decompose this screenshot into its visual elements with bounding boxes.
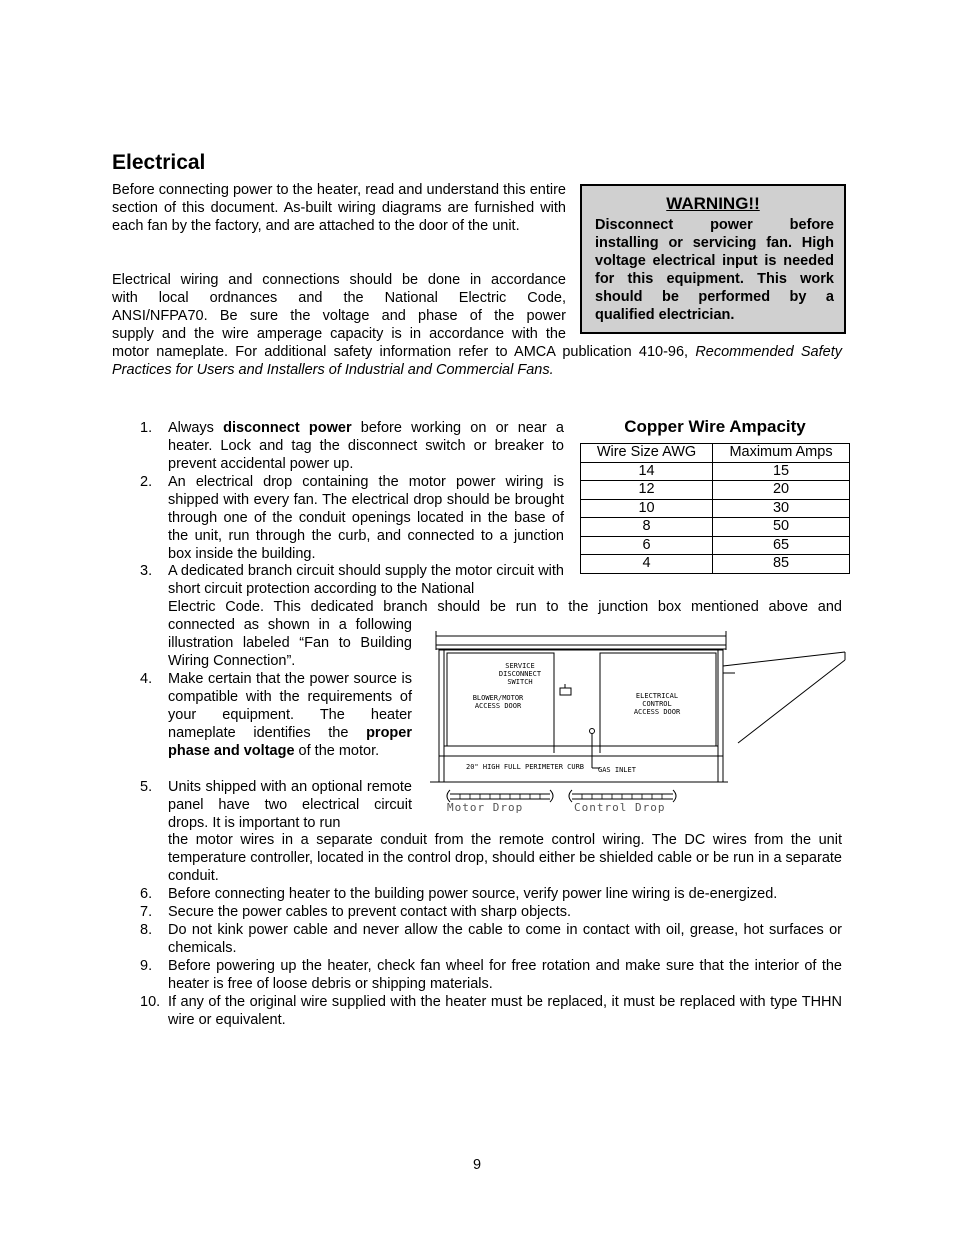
list-item-3-b: Electric Code. This dedicated branch should be run to the junction box mentioned above and — [168, 599, 842, 615]
intro-paragraph-2 — [112, 271, 566, 343]
table-header-wire-size: Wire Size AWG — [581, 444, 713, 463]
warning-title: WARNING!! — [666, 194, 760, 213]
list-item-7: Secure the power cables to prevent contact with sharp objects. — [168, 904, 571, 920]
list-item-6: Before connecting heater to the building power source, verify power line wiring is de-energized. — [168, 886, 778, 902]
list-number: 3. — [140, 563, 153, 579]
item-1-post: before working on or near a heater. Lock and tag the disconnect switch or breaker to prevent accidental power up. — [168, 420, 564, 472]
list-item-10: If any of the original wire supplied with the heater must be replaced, it must be replaced with type THHN wire or equivalent. — [168, 994, 842, 1028]
elec-door-label-1: ELECTRICAL — [635, 692, 679, 700]
table-cell: 4 — [581, 555, 713, 574]
item-4-post: of the motor. — [294, 743, 380, 759]
table-row — [581, 462, 850, 481]
table-cell: 12 — [581, 481, 713, 500]
section-title: Electrical — [112, 151, 206, 174]
control-drop-label: Control Drop — [574, 801, 666, 814]
warning-text: Disconnect power before installing or servicing fan. High voltage electrical input is needed for this equipment. This work should be performed by a qualified electrician. — [595, 217, 834, 323]
intro-p2-line-2: with local ordnances and the National Electric Code, — [112, 290, 566, 306]
list-item-2: An electrical drop containing the motor power wiring is shipped with every fan. The electrical drop should be brought through one of the conduit openings located in the base of the unit, run through the curb, and connected to a junction box inside the building. — [168, 474, 564, 562]
curb-label: 20" HIGH FULL PERIMETER CURB — [466, 763, 585, 771]
intro-p2-tail: motor nameplate. For additional safety information refer to AMCA publication 410-96, — [112, 344, 689, 360]
fan-wiring-diagram — [430, 628, 850, 818]
list-item-3-a: A dedicated branch circuit should supply the motor circuit with short circuit protection according to the National — [168, 563, 564, 597]
list-item-4 — [168, 670, 412, 760]
ampacity-table — [580, 443, 850, 574]
table-cell: 14 — [581, 462, 713, 481]
table-cell: 50 — [713, 518, 850, 537]
elec-door-label-2: CONTROL — [642, 700, 672, 708]
service-switch-label-3: SWITCH — [507, 678, 533, 686]
list-number: 4. — [140, 671, 153, 687]
page-number: 9 — [472, 1157, 482, 1173]
list-number: 7. — [140, 904, 153, 920]
table-cell: 65 — [713, 536, 850, 555]
table-cell: 8 — [581, 518, 713, 537]
table-row — [581, 481, 850, 500]
list-item-3-c: connected as shown in a following illustration labeled “Fan to Building Wiring Connection”. — [168, 617, 412, 669]
list-item-9: Before powering up the heater, check fan wheel for free rotation and make sure that the interior of the heater is free of loose debris or shipping materials. — [168, 958, 842, 992]
table-title: Copper Wire Ampacity — [624, 417, 806, 436]
intro-p2-line-1: Electrical wiring and connections should be done in accordance — [112, 272, 566, 288]
table-cell: 20 — [713, 481, 850, 500]
item-4-bold: proper phase and voltage — [168, 725, 412, 759]
service-switch-label-1: SERVICE — [505, 662, 535, 670]
table-cell: 10 — [581, 499, 713, 518]
table-row — [581, 536, 850, 555]
motor-drop-label: Motor Drop — [447, 801, 524, 814]
list-number: 10. — [140, 994, 161, 1010]
table-row — [581, 499, 850, 518]
item-4-pre: Make certain that the power source is compatible with the requirements of your equipment. The heater nameplate identifies the — [168, 671, 412, 741]
amca-publication-title: Recommended Safety Practices for Users and Installers of Industrial and Commercial Fans. — [112, 344, 842, 378]
item-1-pre: Always — [168, 420, 224, 436]
intro-paragraph-2-tail — [112, 343, 842, 379]
list-number: 9. — [140, 958, 153, 974]
intro-paragraph-1: Before connecting power to the heater, read and understand this entire section of this document. As-built wiring diagrams are furnished with each fan by the factory, and are attached to the door of the unit. — [112, 182, 566, 234]
table-cell: 85 — [713, 555, 850, 574]
table-row — [581, 555, 850, 574]
list-item-5-a: Units shipped with an optional remote panel have two electrical circuit drops. It is important to run — [168, 779, 412, 831]
list-number: 6. — [140, 886, 153, 902]
list-item-8: Do not kink power cable and never allow the cable to come in contact with oil, grease, hot surfaces or chemicals. — [168, 922, 842, 956]
table-header-max-amps: Maximum Amps — [713, 444, 850, 463]
list-item-1 — [168, 419, 564, 473]
gas-inlet-label: GAS INLET — [598, 766, 636, 774]
blower-door-label-2: ACCESS DOOR — [474, 702, 522, 710]
list-number: 1. — [140, 420, 153, 436]
elec-door-label-3: ACCESS DOOR — [633, 708, 681, 716]
intro-p2-line-4: supply and the wire amperage capacity is in accordance with the — [112, 326, 566, 342]
service-switch-label-2: DISCONNECT — [498, 670, 542, 678]
blower-door-label-1: BLOWER/MOTOR — [472, 694, 524, 702]
list-number: 2. — [140, 474, 153, 490]
list-number: 8. — [140, 922, 153, 938]
intro-p2-line-3: ANSI/NFPA70. Be sure the voltage and phase of the power — [112, 308, 566, 324]
item-1-bold: disconnect power — [223, 420, 352, 436]
table-cell: 30 — [713, 499, 850, 518]
list-number: 5. — [140, 779, 153, 795]
table-header-row — [581, 444, 850, 463]
table-row — [581, 518, 850, 537]
list-item-5-b: the motor wires in a separate conduit from the remote control wiring. The DC wires from the unit temperature controller, located in the control drop, should either be shielded cable or be run in a separate conduit. — [168, 832, 842, 884]
warning-box — [580, 184, 846, 334]
table-cell: 6 — [581, 536, 713, 555]
table-cell: 15 — [713, 462, 850, 481]
